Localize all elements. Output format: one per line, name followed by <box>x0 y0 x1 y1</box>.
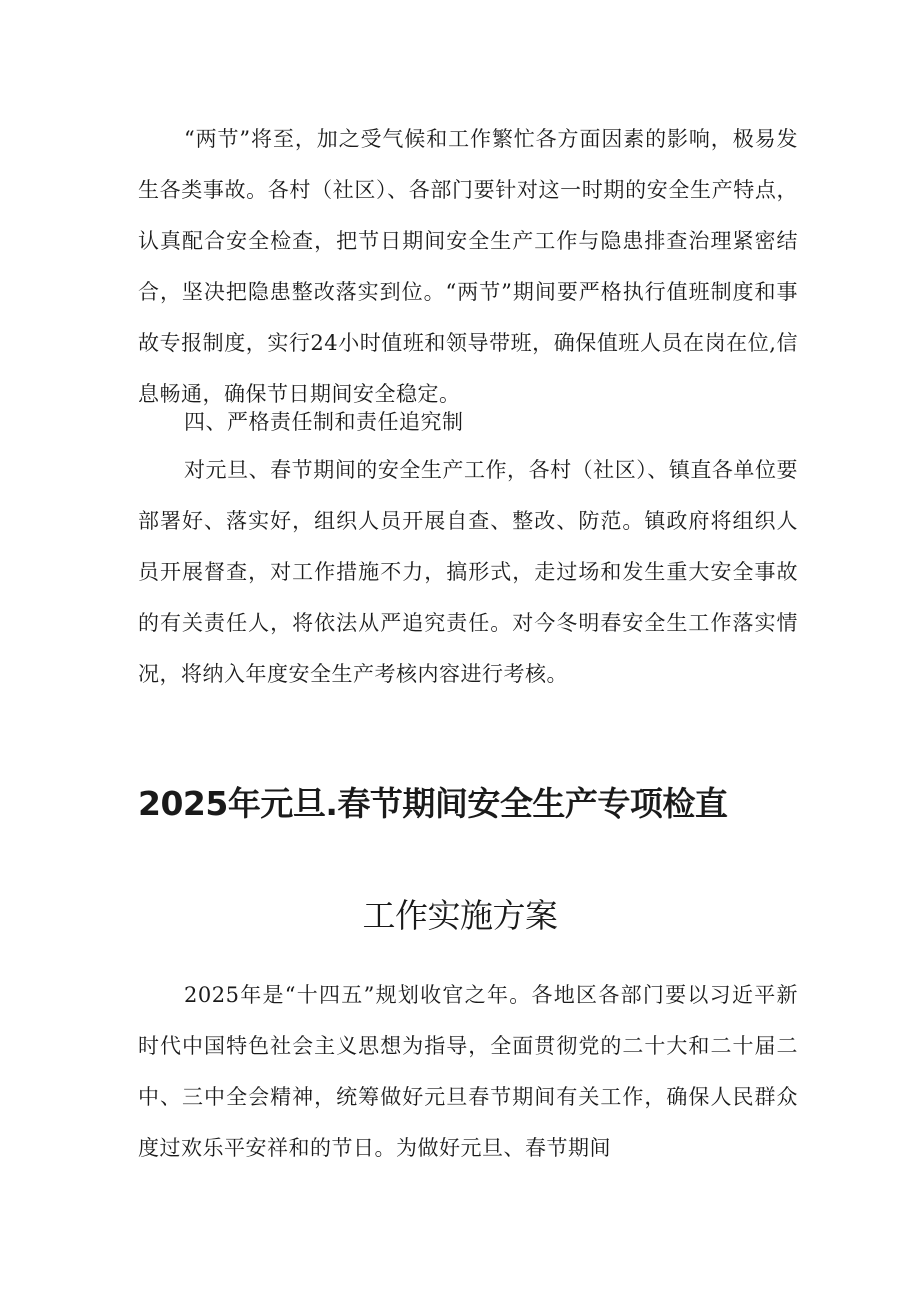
section-heading: 四、严格责任制和责任追究制 <box>184 410 464 434</box>
document-title-line-1: 2025年元旦.春节期间安全生产专项检直 <box>138 784 728 823</box>
document-title-line-2: 工作实施方案 <box>362 896 558 935</box>
body-paragraph-intro: 2025年是“十四五”规划收官之年。各地区各部门要以习近平新时代中国特色社会主义思想为指导，全面贯彻党的二十大和二十届二中、三中全会精神，统筹做好元旦春节期间有关工作，确保人民群众度过欢乐平安祥和的节日。为做好元旦、春节期间 <box>138 983 798 1160</box>
body-paragraph-duty-requirements: “两节”将至，加之受气候和工作繁忙各方面因素的影响，极易发生各类事故。各村（社区）、各部门要针对这一时期的安全生产特点，认真配合安全检查，把节日期间安全生产工作与隐患排查治理紧密结合，坚决把隐患整改落实到位。“两节”期间要严格执行值班制度和事故专报制度，实行24小时值班和领导带班，确保值班人员在岗在位,信息畅通，确保节日期间安全稳定。 <box>138 127 798 406</box>
body-paragraph-responsibility: 对元旦、春节期间的安全生产工作，各村（社区）、镇直各单位要部署好、落实好，组织人员开展自查、整改、防范。镇政府将组织人员开展督查，对工作措施不力，搞形式，走过场和发生重大安全事故的有关责任人，将依法从严追究责任。对今冬明春安全生工作落实情况，将纳入年度安全生产考核内容进行考核。 <box>138 458 798 686</box>
